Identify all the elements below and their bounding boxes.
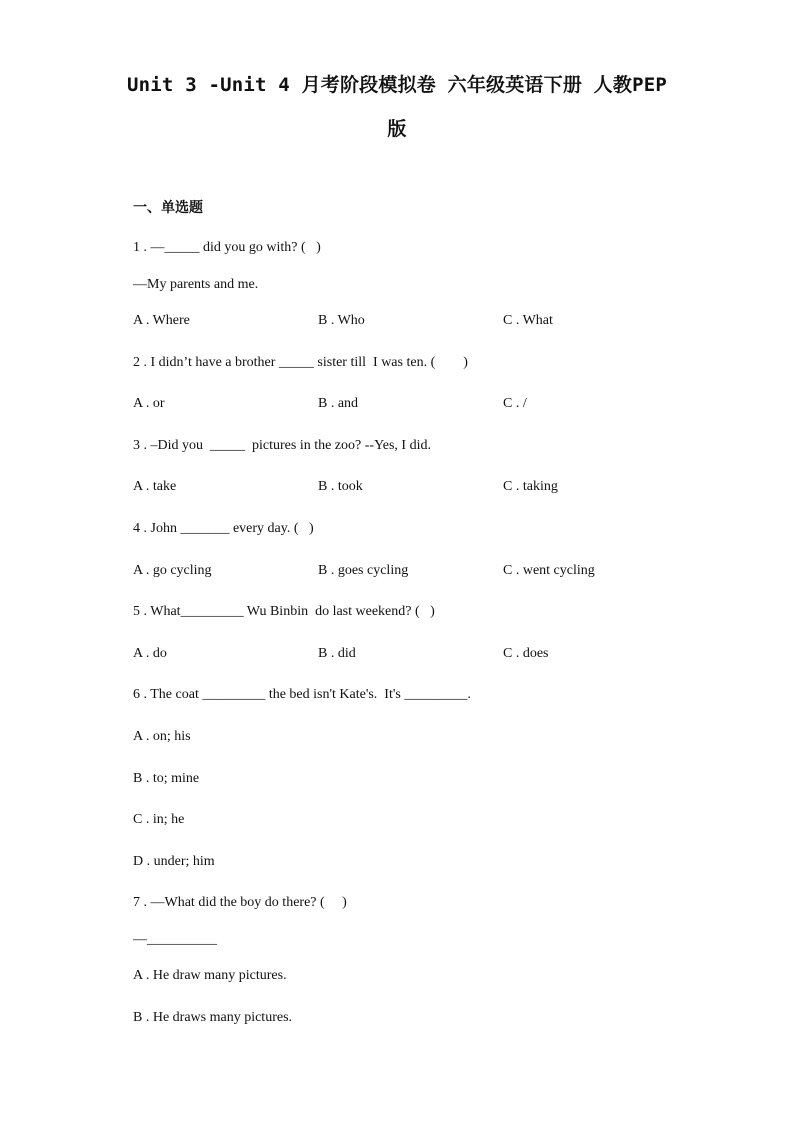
section-heading: 一、单选题 — [133, 200, 203, 216]
question-6-option-d[interactable]: D . under; him — [133, 854, 215, 869]
question-3-option-c[interactable]: C . taking — [503, 479, 558, 494]
question-5-option-b[interactable]: B . did — [318, 646, 356, 661]
question-6-option-b[interactable]: B . to; mine — [133, 771, 200, 786]
document-title: Unit 3 -Unit 4 月考阶段模拟卷 六年级英语下册 人教PEP — [127, 74, 667, 96]
question-6-option-a[interactable]: A . on; his — [133, 729, 191, 744]
question-4-stem: 4 . John _______ every day. ( ) — [133, 521, 314, 536]
question-5-stem: 5 . What_________ Wu Binbin do last weekend? ( ) — [133, 604, 435, 619]
question-3-option-a[interactable]: A . take — [133, 479, 177, 494]
question-7-answer-line: —__________ — [133, 932, 217, 947]
question-1-option-b[interactable]: B . Who — [318, 313, 365, 328]
question-2-option-c[interactable]: C . / — [503, 396, 527, 411]
question-4-option-b[interactable]: B . goes cycling — [318, 563, 409, 578]
document-title-continued: 版 — [387, 118, 407, 140]
question-5-option-c[interactable]: C . does — [503, 646, 549, 661]
question-3-stem: 3 . –Did you _____ pictures in the zoo? --Yes, I did. — [133, 438, 431, 453]
question-4-option-c[interactable]: C . went cycling — [503, 563, 595, 578]
question-2-option-a[interactable]: A . or — [133, 396, 165, 411]
question-2-option-b[interactable]: B . and — [318, 396, 359, 411]
question-7-option-b[interactable]: B . He draws many pictures. — [133, 1010, 293, 1025]
question-1-option-c[interactable]: C . What — [503, 313, 553, 328]
question-5-option-a[interactable]: A . do — [133, 646, 167, 661]
question-1-stem: 1 . —_____ did you go with? ( ) — [133, 240, 321, 255]
question-7-stem: 7 . —What did the boy do there? ( ) — [133, 895, 347, 910]
question-4-option-a[interactable]: A . go cycling — [133, 563, 212, 578]
question-6-stem: 6 . The coat _________ the bed isn't Kate's. It's _________. — [133, 687, 471, 702]
question-3-option-b[interactable]: B . took — [318, 479, 363, 494]
question-1-answer-line: —My parents and me. — [133, 277, 259, 292]
question-6-option-c[interactable]: C . in; he — [133, 812, 185, 827]
question-1-option-a[interactable]: A . Where — [133, 313, 190, 328]
question-7-option-a[interactable]: A . He draw many pictures. — [133, 968, 287, 983]
question-2-stem: 2 . I didn’t have a brother _____ sister till I was ten. ( ) — [133, 355, 468, 370]
